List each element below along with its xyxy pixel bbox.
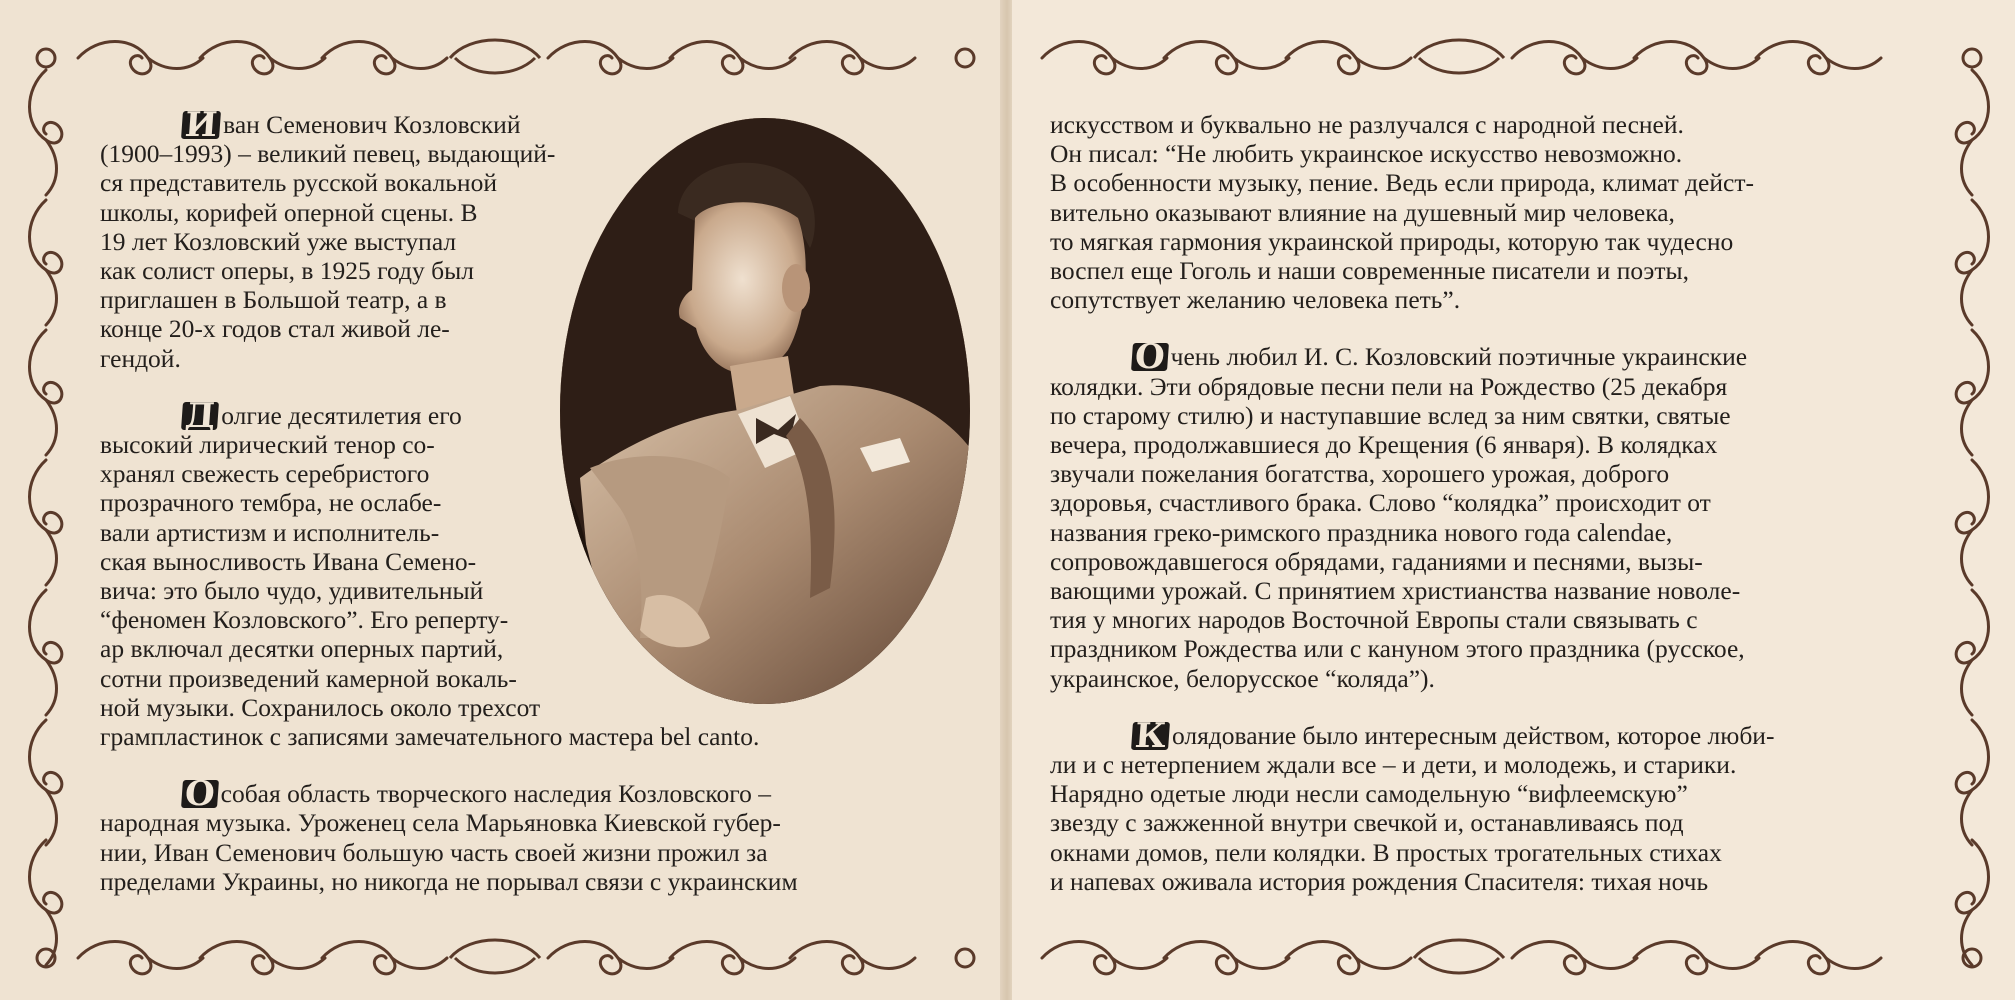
- text-line: названия греко-римского праздника нового года calendae,: [1050, 517, 1673, 547]
- text-line: нии, Иван Семенович большую часть своей жизни прожил за: [100, 837, 768, 867]
- text-line: окнами домов, пели колядки. В простых трогательных стихах: [1050, 837, 1722, 867]
- text-line: приглашен в Большой театр, а в: [100, 285, 447, 315]
- text-line: вича: это было чудо, удивительный: [100, 576, 484, 606]
- dropcap-k: К: [1131, 722, 1170, 750]
- text-line: вали артистизм и исполнитель-: [100, 517, 440, 547]
- text-line: звучали пожелания богатства, хорошего урожая, доброго: [1050, 459, 1670, 489]
- text-line: сопутствует желанию человека петь”.: [1050, 285, 1461, 315]
- text-line: воспел еще Гоголь и наши современные писатели и поэты,: [1050, 256, 1690, 286]
- text-line: прозрачного тембра, не ослабе-: [100, 488, 442, 518]
- text-line: звезду с зажженной внутри свечкой и, останавливаясь под: [1050, 808, 1684, 838]
- text-line: В особенности музыку, пение. Ведь если природа, климат дейст-: [1050, 168, 1754, 198]
- dropcap-o: О: [1131, 343, 1169, 371]
- text-line: и напевах оживала история рождения Спасителя: тихая ночь: [1050, 866, 1709, 896]
- text-line: украинское, белорусское “коляда”).: [1050, 663, 1435, 693]
- text-line: Он писал: “Не любить украинское искусство невозможно.: [1050, 139, 1683, 169]
- text-line: чень любил И. С. Козловский поэтичные украинские: [1170, 342, 1748, 372]
- text-line: ся представитель русской вокальной: [100, 168, 497, 198]
- text-line: тия у многих народов Восточной Европы стали связывать с: [1050, 605, 1698, 635]
- text-line: пределами Украины, но никогда не порывал связи с украинским: [100, 866, 798, 896]
- text-line: хранял свежесть серебристого: [100, 459, 430, 489]
- text-line: вительно оказывают влияние на душевный мир человека,: [1050, 197, 1675, 227]
- dropcap-i: И: [181, 111, 221, 139]
- text-line: сотни произведений камерной вокаль-: [100, 663, 517, 693]
- dropcap-o: О: [181, 780, 219, 808]
- text-line: как солист оперы, в 1925 году был: [100, 256, 474, 286]
- text-line: собая область творческого наследия Козловского –: [220, 779, 771, 809]
- dropcap-d: Д: [181, 402, 219, 430]
- text-line: Нарядно одетые люди несли самодельную “вифлеемскую”: [1050, 779, 1688, 809]
- text-line: 19 лет Козловский уже выступал: [100, 226, 457, 256]
- text-line: ар включал десятки оперных партий,: [100, 634, 504, 664]
- right-page: [1012, 0, 2015, 1000]
- text-line: конце 20-х годов стал живой ле-: [100, 314, 450, 344]
- text-line: гендой.: [100, 343, 181, 373]
- text-line: олядование было интересным действом, которое люби-: [1171, 720, 1775, 750]
- text-line: (1900–1993) – великий певец, выдающий-: [100, 139, 556, 169]
- text-line: ван Семенович Козловский: [223, 110, 521, 139]
- text-line: вечера, продолжавшиеся до Крещения (6 января). В колядках: [1050, 430, 1718, 460]
- left-text-column: [100, 105, 980, 896]
- text-line: грампластинок с записями замечательного мастера bel canto.: [100, 722, 760, 752]
- text-line: сопровождавшегося обрядами, гаданиями и песнями, вызы-: [1050, 546, 1703, 576]
- text-line: здоровья, счастливого брака. Слово “колядка” происходит от: [1050, 488, 1711, 518]
- text-line: высокий лирический тенор со-: [100, 430, 435, 460]
- text-line: ская выносливость Ивана Семено-: [100, 546, 477, 576]
- text-line: ной музыки. Сохранилось около трехсот: [100, 692, 541, 722]
- text-line: колядки. Эти обрядовые песни пели на Рождество (25 декабря: [1050, 371, 1728, 401]
- text-line: ли и с нетерпением ждали все – и дети, и молодежь, и старики.: [1050, 750, 1737, 780]
- text-line: по старому стилю) и наступавшие вслед за ним святки, святые: [1050, 400, 1731, 430]
- text-line: то мягкая гармония украинской природы, которую так чудесно: [1050, 226, 1734, 256]
- text-line: “феномен Козловского”. Его реперту-: [100, 605, 509, 635]
- text-line: народная музыка. Уроженец села Марьяновка Киевской губер-: [100, 808, 781, 838]
- text-line: школы, корифей оперной сцены. В: [100, 197, 478, 227]
- text-line: олгие десятилетия его: [221, 400, 462, 430]
- text-line: праздником Рождества или с кануном этого праздника (русское,: [1050, 634, 1745, 664]
- left-page: [0, 0, 1005, 1000]
- text-line: искусством и буквально не разлучался с народной песней.: [1050, 110, 1684, 139]
- text-line: вающими урожай. С принятием христианства название новоле-: [1050, 576, 1741, 606]
- right-text-column: [1050, 110, 1934, 896]
